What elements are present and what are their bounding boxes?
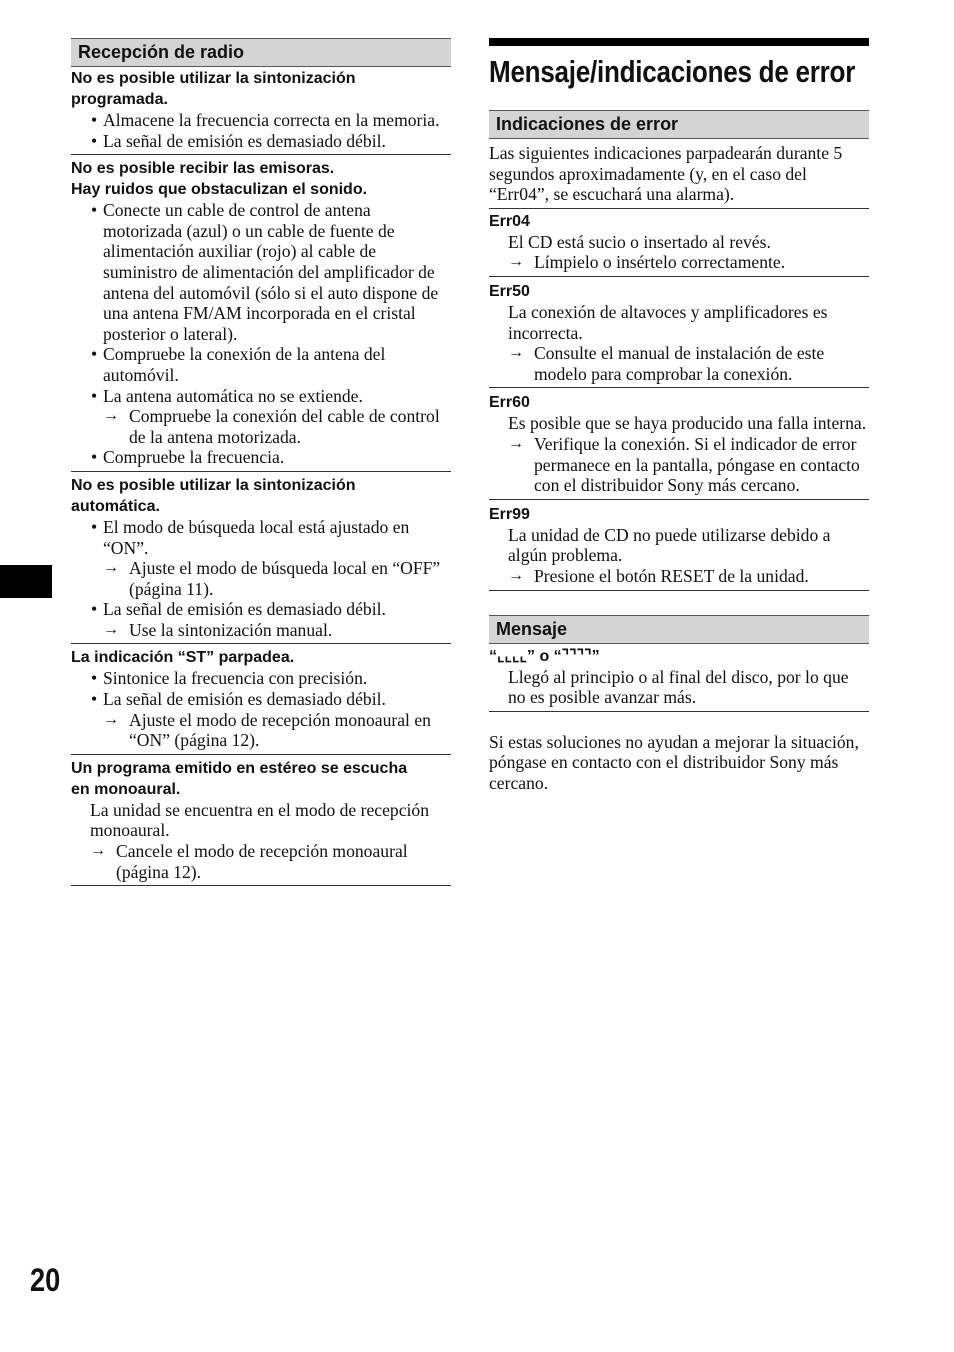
error-entry [489,388,869,499]
bullet-item: • La señal de emisión es demasiado débil. [71,689,451,710]
message-label: “⌞⌞⌞⌞” o “⌝⌝⌝⌝” [489,647,600,665]
arrow-action: → Cancele el modo de recepción monoaural (página 12). [71,841,451,882]
message-text: Llegó al principio o al final del disco, por lo que no es posible avanzar más. [508,666,849,708]
bullet-item: • Conecte un cable de control de antena motorizada (azul) o un cable de fuente de alimentación auxiliar (rojo) al cable de suministro de alimentación del amplificador de antena del automóvil (sólo si el auto dispone de una antena FM/AM incorporada en el cristal posterior o lateral). [71,200,451,344]
trouble-block-reception [71,155,451,472]
message-entry [489,644,869,712]
trouble-question: La indicación “ST” parpadea. [71,649,295,667]
arrow-action: → Use la sintonización manual. [71,620,451,641]
error-code: Err60 [489,394,530,412]
footer-note: Si estas soluciones no ayudan a mejorar la situación, póngase en contacto con el distribuidor Sony más cercano. [489,731,859,793]
bullet-item: • El modo de búsqueda local está ajustado en “ON”. [71,517,451,558]
trouble-question: No es posible recibir las emisoras. Hay ruidos que obstaculizan el sonido. [71,160,368,199]
arrow-action: → Ajuste el modo de recepción monoaural en “ON” (página 12). [71,710,451,751]
bullet-item: • Almacene la frecuencia correcta en la memoria. [71,110,451,131]
arrow-action: → Presione el botón RESET de la unidad. [489,566,869,587]
trouble-question: Un programa emitido en estéreo se escucha en monoaural. [71,759,408,798]
right-column [489,38,869,793]
section-heading-message: Mensaje [489,615,869,644]
trouble-question: No es posible utilizar la sintonización automática. [71,476,356,515]
error-cause: La conexión de altavoces y amplificadores es incorrecta. [508,301,828,343]
trouble-block-auto-tuning [71,472,451,645]
bullet-item: • Sintonice la frecuencia con precisión. [71,668,451,689]
bullet-item: • La señal de emisión es demasiado débil. [71,599,451,620]
arrow-action: → Ajuste el modo de búsqueda local en “OFF” (página 11). [71,558,451,599]
trouble-question: No es posible utilizar la sintonización programada. [71,70,356,108]
arrow-action: → Límpielo o insértelo correctamente. [489,252,869,273]
section-heading-errors: Indicaciones de error [489,110,869,139]
trouble-block-preset [71,67,451,155]
bullet-item: • Compruebe la frecuencia. [71,447,451,468]
arrow-action: → Verifique la conexión. Si el indicador de error permanece en la pantalla, póngase en contacto con el distribuidor Sony más cercano. [489,434,869,496]
bullet-item: • Compruebe la conexión de la antena del automóvil. [71,344,451,385]
error-entry [489,500,869,591]
title-rule [489,38,869,46]
arrow-action: → Compruebe la conexión del cable de control de la antena motorizada. [71,406,451,447]
cause-text: La unidad se encuentra en el modo de recepción monoaural. [90,799,430,841]
bullet-item: • La señal de emisión es demasiado débil. [71,131,451,152]
page-number: 20 [30,1262,61,1298]
error-entry [489,277,869,388]
trouble-block-mono [71,755,451,886]
section-heading-radio: Recepción de radio [71,38,451,67]
error-cause: El CD está sucio o insertado al revés. [508,231,771,252]
left-column [71,38,451,886]
error-cause: Es posible que se haya producido una falla interna. [508,413,867,434]
arrow-action: → Consulte el manual de instalación de este modelo para comprobar la conexión. [489,343,869,384]
error-code: Err99 [489,505,530,523]
section-tab-marker [0,565,52,598]
error-code: Err04 [489,212,530,230]
trouble-block-st-flashes [71,644,451,754]
error-cause: La unidad de CD no puede utilizarse debido a algún problema. [508,524,831,566]
error-entry [489,209,869,277]
errors-intro: Las siguientes indicaciones parpadearán durante 5 segundos aproximadamente (y, en el caso del “Err04”, se escuchará una alarma). [489,139,869,209]
page-title: Mensaje/indicaciones de error [489,54,856,89]
bullet-item: • La antena automática no se extiende. [71,386,451,407]
error-code: Err50 [489,282,530,300]
